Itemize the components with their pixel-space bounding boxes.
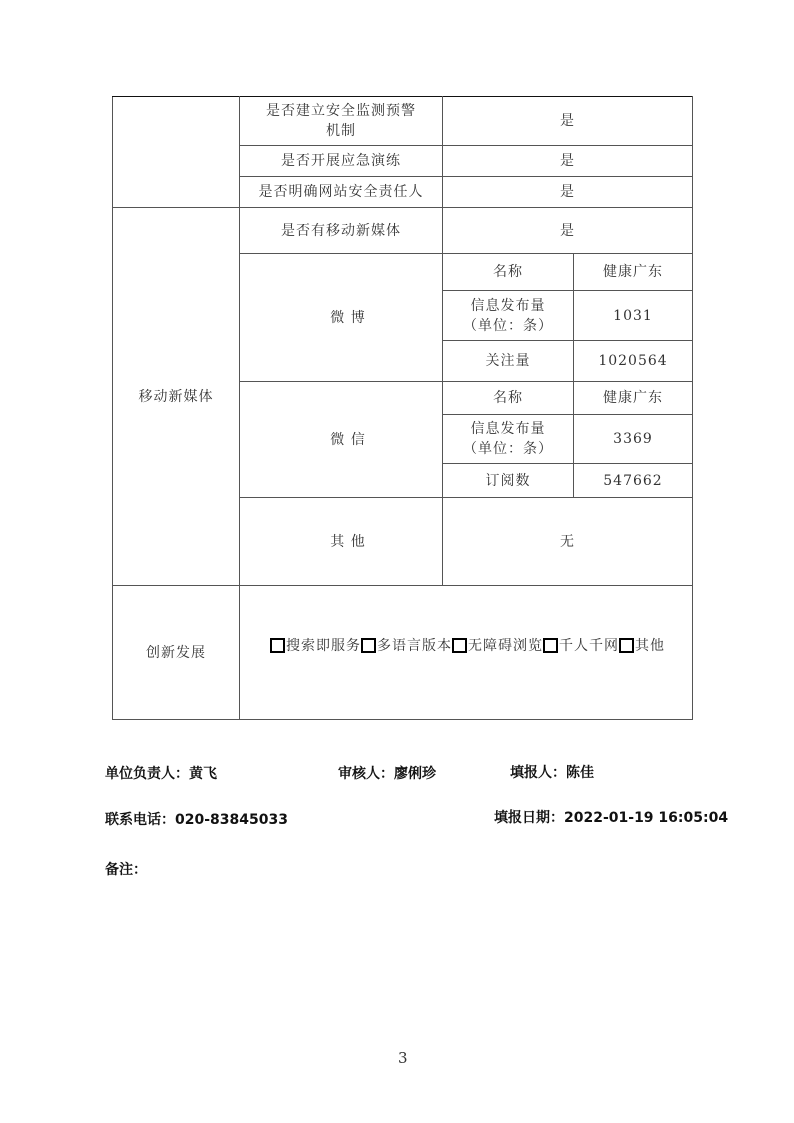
emergency-drill-label: 是否开展应急演练 (240, 146, 443, 177)
innovation-option-accessibility[interactable] (452, 636, 543, 656)
checkbox-icon[interactable] (543, 638, 558, 653)
security-section-cell (113, 97, 240, 208)
security-owner-value: 是 (443, 177, 693, 208)
filler: 填报人：陈佳 (510, 765, 594, 781)
other-media-label: 其 他 (240, 498, 443, 586)
other-media-value: 无 (443, 498, 693, 586)
weibo-publish-label (443, 291, 574, 341)
option-label: 多语言版本 (377, 637, 452, 654)
fill-date: 填报日期：2022-01-19 16:05:04 (494, 810, 729, 826)
remarks-label: 备注： (105, 862, 147, 878)
label-line: （单位：条） (463, 441, 553, 457)
table-row (113, 586, 693, 720)
security-monitor-value: 是 (443, 97, 693, 146)
website-report-table (112, 96, 693, 720)
wechat-name-label: 名称 (443, 382, 574, 415)
emergency-drill-value: 是 (443, 146, 693, 177)
checkbox-icon[interactable] (270, 638, 285, 653)
option-label: 无障碍浏览 (468, 637, 543, 654)
innovation-option-personalized[interactable] (543, 636, 619, 656)
unit-head: 单位负责人：黄飞 (105, 766, 217, 782)
page-number: 3 (398, 1049, 408, 1067)
security-owner-label: 是否明确网站安全责任人 (240, 177, 443, 208)
wechat-label: 微 信 (240, 382, 443, 498)
wechat-name-value: 健康广东 (574, 382, 693, 415)
option-label: 千人千网 (559, 637, 619, 654)
wechat-publish-value: 3369 (574, 415, 693, 464)
innovation-options (240, 586, 693, 720)
innovation-option-search-service[interactable] (270, 636, 361, 656)
weibo-publish-value: 1031 (574, 291, 693, 341)
wechat-subscribers-value: 547662 (574, 464, 693, 498)
label-line: 机制 (326, 123, 356, 139)
weibo-followers-value: 1020564 (574, 341, 693, 382)
reviewer: 审核人：廖俐珍 (338, 766, 436, 782)
checkbox-icon[interactable] (361, 638, 376, 653)
contact-phone: 联系电话：020-83845033 (105, 812, 288, 828)
weibo-label: 微 博 (240, 254, 443, 382)
checkbox-icon[interactable] (452, 638, 467, 653)
label-line: 是否建立安全监测预警 (266, 103, 416, 119)
weibo-name-label: 名称 (443, 254, 574, 291)
table-row (113, 97, 693, 146)
label-line: 信息发布量 (470, 297, 546, 314)
has-mobile-media-value: 是 (443, 208, 693, 254)
checkbox-icon[interactable] (619, 638, 634, 653)
option-label: 其他 (635, 637, 665, 654)
weibo-followers-label: 关注量 (443, 341, 574, 382)
label-line: 信息发布量 (470, 421, 546, 437)
innovation-section-label: 创新发展 (113, 586, 240, 720)
security-monitor-label (240, 97, 443, 146)
weibo-name-value: 健康广东 (574, 254, 693, 291)
option-label: 搜索即服务 (286, 637, 361, 654)
innovation-option-multilingual[interactable] (361, 636, 452, 656)
has-mobile-media-label: 是否有移动新媒体 (240, 208, 443, 254)
wechat-publish-label (443, 415, 574, 464)
wechat-subscribers-label: 订阅数 (443, 464, 574, 498)
table-row (113, 208, 693, 254)
innovation-option-other[interactable] (619, 636, 665, 656)
mobile-media-section-label: 移动新媒体 (113, 208, 240, 586)
label-line: （单位：条） (463, 317, 553, 334)
